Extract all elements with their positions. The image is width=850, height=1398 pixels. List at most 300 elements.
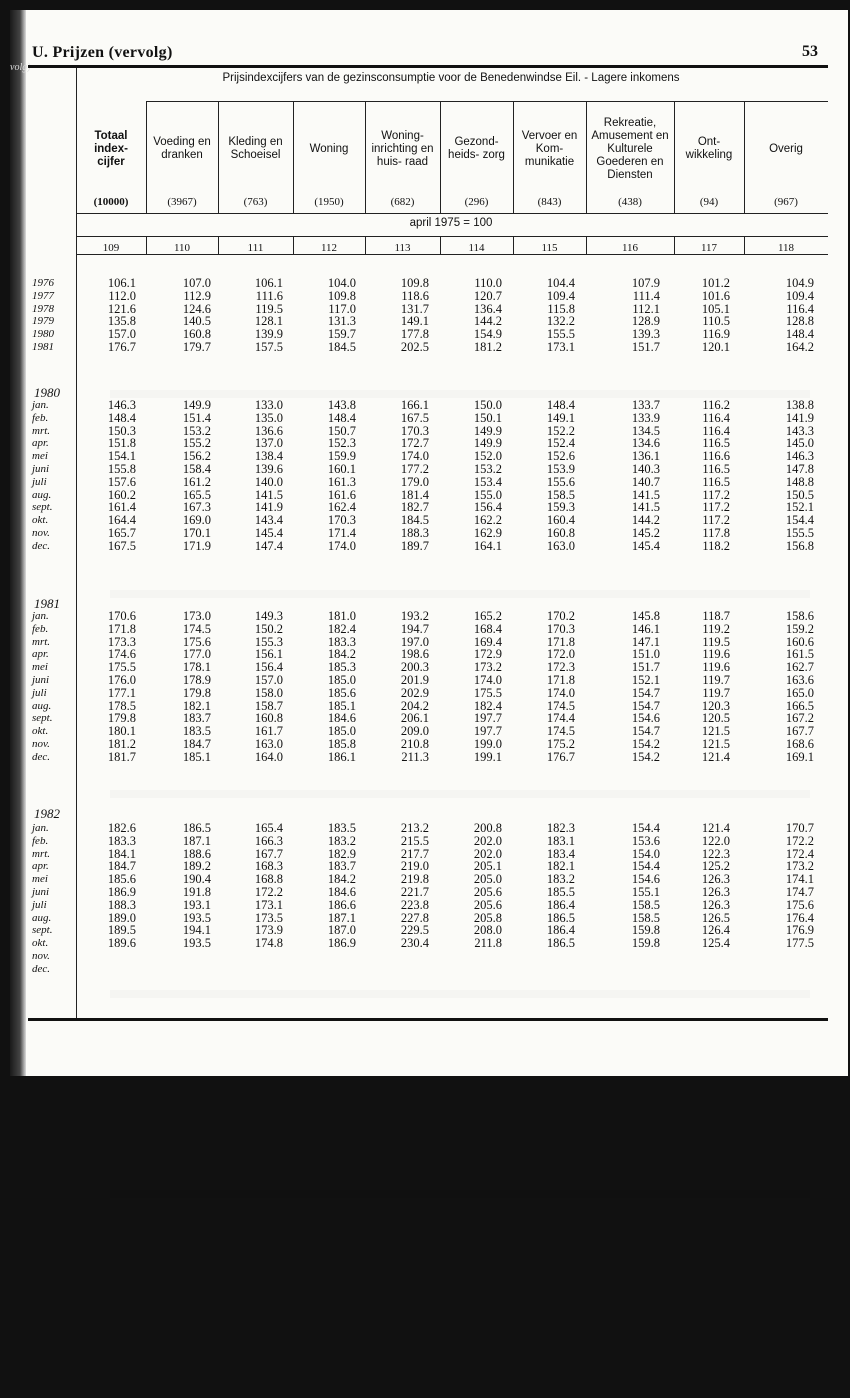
table-cell: 161.3 bbox=[327, 474, 356, 489]
table-cell: 173.0 bbox=[182, 609, 211, 623]
column-header: Ont- wikkeling bbox=[685, 136, 733, 161]
table-cell: 182.3 bbox=[546, 821, 575, 835]
table-cell: 154.6 bbox=[631, 711, 660, 726]
column-header: Voeding en dranken bbox=[153, 136, 211, 161]
section-title: U. Prijzen (vervolg) bbox=[32, 44, 173, 61]
table-cell: 184.1 bbox=[107, 846, 136, 861]
table-cell: 165.4 bbox=[254, 821, 283, 835]
table-cell: 227.8 bbox=[400, 910, 429, 925]
table-cell: 159.7 bbox=[327, 327, 356, 342]
table-cell: 159.8 bbox=[631, 936, 660, 951]
table-cell: 107.0 bbox=[182, 276, 211, 290]
table-cell: 136.6 bbox=[254, 423, 283, 438]
table-cell: 116.4 bbox=[786, 301, 814, 316]
table-cell: 183.2 bbox=[327, 833, 356, 848]
bottom-rule bbox=[28, 1018, 828, 1021]
table-cell: 217.7 bbox=[400, 846, 429, 861]
month-row-label: jan. bbox=[32, 610, 49, 622]
table-cell: 167.3 bbox=[182, 500, 211, 515]
table-cell: 197.7 bbox=[473, 711, 502, 726]
table-cell: 181.7 bbox=[107, 749, 136, 764]
table-cell: 179.8 bbox=[107, 711, 136, 726]
table-cell: 148.4 bbox=[327, 410, 356, 425]
table-cell: 109.4 bbox=[785, 288, 814, 303]
table-cell: 110.0 bbox=[474, 276, 502, 290]
table-cell: 164.0 bbox=[254, 749, 283, 764]
table-cell: 171.8 bbox=[546, 634, 575, 649]
table-cell: 128.1 bbox=[254, 314, 283, 329]
table-cell: 174.5 bbox=[182, 621, 211, 636]
table-cell: 149.1 bbox=[546, 410, 575, 425]
table-cell: 141.9 bbox=[785, 410, 814, 425]
table-cell: 140.7 bbox=[631, 474, 660, 489]
table-cell: 154.4 bbox=[785, 513, 814, 528]
table-cell: 186.9 bbox=[327, 936, 356, 951]
table-cell: 159.3 bbox=[546, 500, 575, 515]
table-cell: 111.4 bbox=[632, 288, 660, 303]
month-row-label: feb. bbox=[32, 622, 49, 635]
column-header: Vervoer en Kom- munikatie bbox=[521, 129, 578, 168]
month-row-label: sept. bbox=[32, 924, 53, 937]
table-cell: 188.6 bbox=[182, 846, 211, 861]
block-year-label: 1981 bbox=[34, 596, 60, 611]
table-cell: 194.7 bbox=[400, 621, 429, 636]
table-cell: 141.5 bbox=[254, 487, 283, 502]
bleed-through-shade bbox=[110, 1190, 810, 1198]
table-cell: 154.9 bbox=[473, 327, 502, 342]
month-row-label: mrt. bbox=[32, 635, 51, 648]
table-cell: 126.5 bbox=[701, 910, 730, 925]
table-cell: 179.7 bbox=[182, 340, 211, 354]
column-header: Woning- inrichting en huis- raad bbox=[371, 129, 434, 168]
table-cell: 147.1 bbox=[631, 634, 660, 649]
table-cell: 120.5 bbox=[701, 711, 730, 726]
column-weight: (967) bbox=[774, 196, 798, 208]
table-cell: 136.4 bbox=[473, 301, 502, 316]
table-cell: 145.0 bbox=[785, 436, 814, 451]
table-cell: 182.1 bbox=[546, 859, 575, 874]
month-row-label: juni bbox=[32, 463, 50, 475]
table-cell: 219.8 bbox=[400, 872, 429, 887]
table-cell: 151.4 bbox=[182, 410, 211, 425]
table-cell: 117.8 bbox=[702, 526, 730, 540]
table-cell: 109.8 bbox=[327, 288, 356, 303]
table-cell: 158.5 bbox=[631, 910, 660, 925]
table-cell: 179.8 bbox=[182, 685, 211, 700]
table-cell: 176.9 bbox=[785, 923, 814, 938]
column-header: Kleding en Schoeisel bbox=[228, 136, 283, 161]
table-cell: 118.7 bbox=[702, 609, 730, 623]
table-cell: 119.7 bbox=[702, 673, 730, 687]
table-cell: 168.3 bbox=[254, 859, 283, 874]
table-cell: 229.5 bbox=[400, 923, 429, 938]
month-row-label: mrt. bbox=[32, 424, 51, 437]
table-cell: 202.9 bbox=[400, 685, 429, 700]
table-cell: 191.8 bbox=[182, 885, 211, 899]
table-cell: 145.2 bbox=[631, 526, 660, 540]
table-cell: 154.1 bbox=[107, 449, 136, 464]
top-rule bbox=[28, 65, 828, 68]
table-cell: 135.0 bbox=[254, 410, 283, 425]
table-cell: 174.6 bbox=[107, 647, 136, 662]
month-row-label: dec. bbox=[32, 962, 51, 975]
table-cell: 185.1 bbox=[327, 698, 356, 713]
table-cell: 110.5 bbox=[702, 314, 730, 329]
bleed-through-shade bbox=[110, 990, 810, 998]
column-header: Totaal index- cijfer bbox=[94, 129, 128, 168]
table-cell: 170.3 bbox=[546, 621, 575, 636]
table-cell: 150.5 bbox=[785, 487, 814, 502]
table-cell: 159.2 bbox=[785, 621, 814, 636]
heading-underline bbox=[146, 101, 828, 102]
table-cell: 126.3 bbox=[701, 885, 730, 899]
column-weight: (438) bbox=[618, 196, 642, 208]
table-cell: 157.5 bbox=[254, 340, 283, 354]
table-cell: 150.2 bbox=[254, 621, 283, 636]
table-cell: 186.1 bbox=[327, 749, 356, 764]
table-cell: 183.7 bbox=[327, 859, 356, 874]
table-cell: 155.0 bbox=[473, 487, 502, 502]
table-cell: 169.4 bbox=[473, 634, 502, 649]
column-number: 110 bbox=[173, 242, 191, 254]
table-cell: 183.3 bbox=[107, 833, 136, 848]
bleed-through-shade bbox=[110, 790, 810, 798]
table-cell: 186.6 bbox=[327, 897, 356, 912]
month-row-label: nov. bbox=[32, 527, 50, 539]
table-cell: 106.1 bbox=[107, 276, 136, 290]
month-row-label: okt. bbox=[32, 514, 49, 527]
table-cell: 150.0 bbox=[473, 398, 502, 412]
table-cell: 170.6 bbox=[107, 609, 136, 623]
table-cell: 202.0 bbox=[473, 846, 502, 861]
table-cell: 179.0 bbox=[400, 474, 429, 489]
block-year-label: 1982 bbox=[34, 806, 60, 821]
table-cell: 134.5 bbox=[631, 423, 660, 438]
table-cell: 187.1 bbox=[327, 910, 356, 925]
table-cell: 117.2 bbox=[702, 500, 730, 515]
column-weight: (763) bbox=[243, 196, 268, 208]
table-cell: 156.2 bbox=[182, 449, 211, 464]
table-cell: 116.5 bbox=[702, 474, 730, 489]
table-cell: 161.7 bbox=[254, 724, 283, 739]
month-row-label: apr. bbox=[32, 860, 49, 873]
table-cell: 170.1 bbox=[182, 526, 211, 540]
table-cell: 144.2 bbox=[631, 513, 660, 528]
table-cell: 172.2 bbox=[254, 885, 283, 899]
table-cell: 153.6 bbox=[631, 833, 660, 848]
table-cell: 140.3 bbox=[631, 462, 660, 476]
table-cell: 165.0 bbox=[785, 685, 814, 700]
table-cell: 158.4 bbox=[182, 462, 211, 476]
month-row-label: jan. bbox=[32, 399, 49, 411]
table-cell: 167.5 bbox=[107, 538, 136, 553]
table-cell: 174.0 bbox=[546, 685, 575, 700]
column-weight: (10000) bbox=[93, 196, 129, 208]
table-cell: 170.3 bbox=[327, 513, 356, 528]
table-cell: 143.8 bbox=[327, 398, 356, 412]
table-cell: 169.1 bbox=[785, 749, 814, 764]
table-cell: 116.4 bbox=[702, 410, 730, 425]
table-cell: 175.2 bbox=[546, 737, 575, 751]
table-cell: 160.4 bbox=[546, 513, 575, 528]
table-cell: 121.6 bbox=[107, 301, 136, 316]
table-cell: 176.7 bbox=[546, 749, 575, 764]
column-weight: (1950) bbox=[314, 196, 344, 208]
column-number: 116 bbox=[621, 242, 639, 254]
table-cell: 199.1 bbox=[473, 749, 502, 764]
table-cell: 200.3 bbox=[400, 660, 429, 675]
table-cell: 174.1 bbox=[785, 872, 814, 887]
table-cell: 116.6 bbox=[702, 449, 730, 464]
table-cell: 117.0 bbox=[328, 301, 356, 316]
table-cell: 153.9 bbox=[546, 462, 575, 476]
table-cell: 187.0 bbox=[327, 923, 356, 938]
table-cell: 125.4 bbox=[701, 936, 730, 951]
table-cell: 101.6 bbox=[701, 288, 730, 303]
table-cell: 117.2 bbox=[702, 487, 730, 502]
table-cell: 107.9 bbox=[631, 276, 660, 290]
table-cell: 136.1 bbox=[631, 449, 660, 464]
table-cell: 186.9 bbox=[107, 885, 136, 899]
table-cell: 163.0 bbox=[546, 538, 575, 553]
column-header: Woning bbox=[309, 142, 349, 155]
table-cell: 120.1 bbox=[701, 340, 730, 354]
table-cell: 205.8 bbox=[473, 910, 502, 925]
table-cell: 139.3 bbox=[631, 327, 660, 342]
table-cell: 177.5 bbox=[785, 936, 814, 951]
month-row-label: okt. bbox=[32, 725, 49, 738]
table-cell: 176.4 bbox=[785, 910, 814, 925]
table-cell: 189.2 bbox=[182, 859, 211, 874]
table-cell: 184.7 bbox=[107, 859, 136, 874]
table-cell: 122.3 bbox=[701, 846, 730, 861]
table-cell: 182.6 bbox=[107, 821, 136, 835]
table-cell: 161.2 bbox=[182, 474, 211, 489]
table-cell: 157.0 bbox=[254, 673, 283, 687]
table-cell: 155.1 bbox=[631, 885, 660, 899]
table-cell: 184.2 bbox=[327, 872, 356, 887]
table-cell: 184.5 bbox=[327, 340, 356, 354]
table-cell: 204.2 bbox=[400, 698, 429, 713]
table-cell: 173.9 bbox=[254, 923, 283, 938]
table-cell: 124.6 bbox=[182, 301, 211, 316]
table-cell: 141.5 bbox=[631, 487, 660, 502]
table-cell: 162.2 bbox=[473, 513, 502, 528]
table-cell: 116.5 bbox=[702, 436, 730, 451]
table-cell: 121.4 bbox=[701, 749, 730, 764]
table-cell: 154.7 bbox=[631, 724, 660, 739]
table-cell: 198.6 bbox=[400, 647, 429, 662]
table-cell: 185.8 bbox=[327, 737, 356, 751]
table-cell: 112.9 bbox=[183, 288, 211, 303]
table-cell: 155.3 bbox=[254, 634, 283, 649]
table-cell: 189.0 bbox=[107, 910, 136, 925]
table-cell: 183.5 bbox=[327, 821, 356, 835]
table-cell: 202.0 bbox=[473, 833, 502, 848]
table-cell: 145.4 bbox=[254, 526, 283, 540]
table-cell: 154.2 bbox=[631, 737, 660, 751]
table-cell: 177.1 bbox=[107, 685, 136, 700]
table-cell: 170.2 bbox=[546, 609, 575, 623]
table-cell: 185.0 bbox=[327, 724, 356, 739]
year-row-label: 1979 bbox=[32, 315, 54, 328]
table-cell: 151.0 bbox=[631, 647, 660, 662]
column-header: Rekreatie, Amusement en Kulturele Goederen en Diensten bbox=[591, 116, 669, 181]
table-cell: 138.4 bbox=[254, 449, 283, 464]
table-cell: 174.8 bbox=[254, 936, 283, 951]
table-cell: 167.7 bbox=[785, 724, 814, 739]
month-row-label: juni bbox=[32, 674, 50, 686]
column-number: 114 bbox=[468, 242, 485, 254]
table-cell: 193.1 bbox=[182, 897, 211, 912]
year-row-label: 1977 bbox=[32, 289, 54, 302]
table-cell: 118.2 bbox=[702, 538, 730, 553]
month-row-label: mei bbox=[32, 661, 48, 674]
table-cell: 183.3 bbox=[327, 634, 356, 649]
table-cell: 162.7 bbox=[785, 660, 814, 675]
table-cell: 172.7 bbox=[400, 436, 429, 451]
table-cell: 174.5 bbox=[546, 724, 575, 739]
column-header: Gezond- heids- zorg bbox=[448, 136, 505, 161]
table-cell: 173.5 bbox=[254, 910, 283, 925]
table-cell: 171.8 bbox=[546, 673, 575, 687]
table-cell: 200.8 bbox=[473, 821, 502, 835]
month-row-label: sept. bbox=[32, 501, 53, 514]
year-row-label: 1978 bbox=[32, 302, 54, 315]
table-cell: 148.4 bbox=[785, 327, 814, 342]
table-cell: 122.0 bbox=[701, 833, 730, 848]
table-cell: 158.5 bbox=[546, 487, 575, 502]
column-number: 109 bbox=[102, 242, 120, 254]
table-cell: 111.6 bbox=[255, 288, 283, 303]
table-cell: 185.6 bbox=[327, 685, 356, 700]
table-cell: 139.9 bbox=[254, 327, 283, 342]
base-underline bbox=[76, 236, 828, 237]
table-cell: 154.0 bbox=[631, 846, 660, 861]
table-cell: 153.4 bbox=[473, 474, 502, 489]
table-cell: 205.6 bbox=[473, 885, 502, 899]
month-row-label: dec. bbox=[32, 539, 51, 552]
table-cell: 162.4 bbox=[327, 500, 356, 515]
table-cell: 174.0 bbox=[327, 538, 356, 553]
table-cell: 189.5 bbox=[107, 923, 136, 938]
table-cell: 221.7 bbox=[400, 885, 429, 899]
table-cell: 186.4 bbox=[546, 923, 575, 938]
table-cell: 183.5 bbox=[182, 724, 211, 739]
table-cell: 104.4 bbox=[546, 276, 575, 290]
table-cell: 178.1 bbox=[182, 660, 211, 675]
table-main-heading: Prijsindexcijfers van de gezinsconsumptie voor de Benedenwindse Eil. - Lagere inkomens bbox=[222, 72, 680, 84]
table-cell: 116.4 bbox=[702, 423, 730, 438]
column-number: 113 bbox=[394, 242, 411, 254]
table-cell: 132.2 bbox=[546, 314, 575, 329]
table-cell: 172.0 bbox=[546, 647, 575, 662]
table-cell: 145.4 bbox=[631, 538, 660, 553]
page-number: 53 bbox=[802, 43, 818, 60]
table-cell: 168.4 bbox=[473, 621, 502, 636]
table-cell: 185.6 bbox=[107, 872, 136, 887]
table-cell: 152.2 bbox=[546, 423, 575, 438]
table-cell: 174.7 bbox=[785, 885, 814, 899]
table-cell: 163.6 bbox=[785, 673, 814, 687]
table-cell: 146.3 bbox=[107, 398, 136, 412]
table-cell: 205.0 bbox=[473, 872, 502, 887]
table-cell: 152.0 bbox=[473, 449, 502, 464]
table-cell: 181.4 bbox=[400, 487, 429, 502]
table-cell: 223.8 bbox=[400, 897, 429, 912]
table-cell: 182.9 bbox=[327, 846, 356, 861]
bleed-through-shade bbox=[110, 590, 810, 598]
table-cell: 105.1 bbox=[701, 301, 730, 316]
table-cell: 149.9 bbox=[182, 398, 211, 412]
table-cell: 193.5 bbox=[182, 936, 211, 951]
table-cell: 171.8 bbox=[107, 621, 136, 636]
table-cell: 174.0 bbox=[473, 673, 502, 687]
table-cell: 184.5 bbox=[400, 513, 429, 528]
block-year-label: 1980 bbox=[34, 385, 60, 400]
table-cell: 166.1 bbox=[400, 398, 429, 412]
column-weight: (94) bbox=[699, 196, 719, 208]
table-cell: 116.2 bbox=[702, 398, 730, 412]
table-cell: 183.7 bbox=[182, 711, 211, 726]
table-cell: 116.9 bbox=[702, 327, 730, 342]
table-cell: 186.4 bbox=[546, 897, 575, 912]
year-row-label: 1976 bbox=[32, 277, 54, 289]
table-cell: 156.8 bbox=[785, 538, 814, 553]
table-cell: 131.7 bbox=[400, 301, 429, 316]
table-cell: 119.7 bbox=[702, 685, 730, 700]
table-cell: 152.1 bbox=[785, 500, 814, 515]
table-cell: 135.8 bbox=[107, 314, 136, 329]
month-row-label: feb. bbox=[32, 411, 49, 424]
column-weight: (296) bbox=[464, 196, 489, 208]
table-cell: 157.6 bbox=[107, 474, 136, 489]
table-cell: 170.7 bbox=[785, 821, 814, 835]
table-cell: 162.9 bbox=[473, 526, 502, 540]
month-row-label: juli bbox=[32, 475, 47, 488]
table-cell: 155.8 bbox=[107, 462, 136, 476]
table-cell: 184.7 bbox=[182, 737, 211, 751]
table-cell: 119.2 bbox=[702, 621, 730, 636]
table-cell: 119.6 bbox=[702, 647, 730, 662]
month-row-label: apr. bbox=[32, 437, 49, 450]
table-cell: 120.3 bbox=[701, 698, 730, 713]
table-cell: 170.3 bbox=[400, 423, 429, 438]
table-cell: 205.6 bbox=[473, 897, 502, 912]
table-cell: 156.4 bbox=[473, 500, 502, 515]
month-row-label: juli bbox=[32, 898, 47, 911]
table-cell: 182.4 bbox=[327, 621, 356, 636]
table-cell: 185.3 bbox=[327, 660, 356, 675]
column-weight: (843) bbox=[537, 196, 562, 208]
table-cell: 209.0 bbox=[400, 724, 429, 739]
table-cell: 186.5 bbox=[182, 821, 211, 835]
month-row-label: okt. bbox=[32, 937, 49, 950]
table-cell: 152.3 bbox=[327, 436, 356, 451]
table-cell: 154.4 bbox=[631, 821, 660, 835]
margin-fragment: volg) bbox=[10, 62, 31, 73]
table-cell: 156.4 bbox=[254, 660, 283, 675]
bleed-through-shade bbox=[110, 1390, 810, 1398]
table-cell: 155.5 bbox=[546, 327, 575, 342]
table-cell: 128.8 bbox=[785, 314, 814, 329]
table-cell: 149.1 bbox=[400, 314, 429, 329]
table-cell: 104.9 bbox=[785, 276, 814, 290]
table-cell: 157.0 bbox=[107, 327, 136, 342]
table-cell: 121.5 bbox=[701, 724, 730, 739]
table-cell: 140.0 bbox=[254, 474, 283, 489]
table-cell: 148.4 bbox=[546, 398, 575, 412]
